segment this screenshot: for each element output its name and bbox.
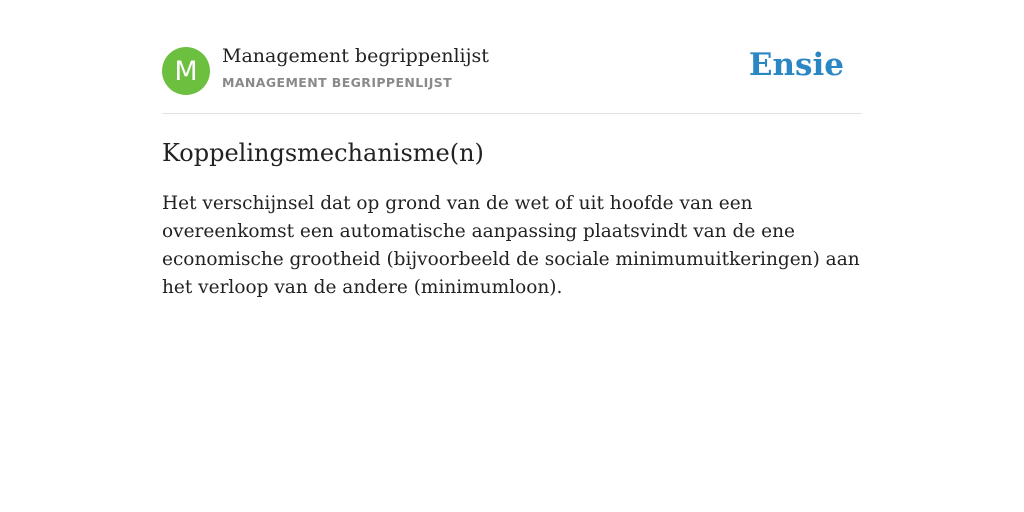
source-subtitle: MANAGEMENT BEGRIPPENLIJST xyxy=(222,75,453,90)
source-avatar[interactable]: M xyxy=(162,47,210,95)
term-title: Koppelingsmechanisme(n) xyxy=(162,139,484,167)
source-title[interactable]: Management begrippenlijst xyxy=(222,45,489,67)
ensie-logo[interactable]: Ensie xyxy=(748,47,844,83)
term-definition: Het verschijnsel dat op grond van de wet of uit hoofde van een overeenkomst een automatische aanpassing plaatsvindt van de ene economische grootheid (bijvoorbeeld de sociale minimumuitkeringen) aan het verloop van de andere (minimumloon). xyxy=(162,193,860,298)
header xyxy=(162,0,862,114)
page-container xyxy=(162,0,862,302)
